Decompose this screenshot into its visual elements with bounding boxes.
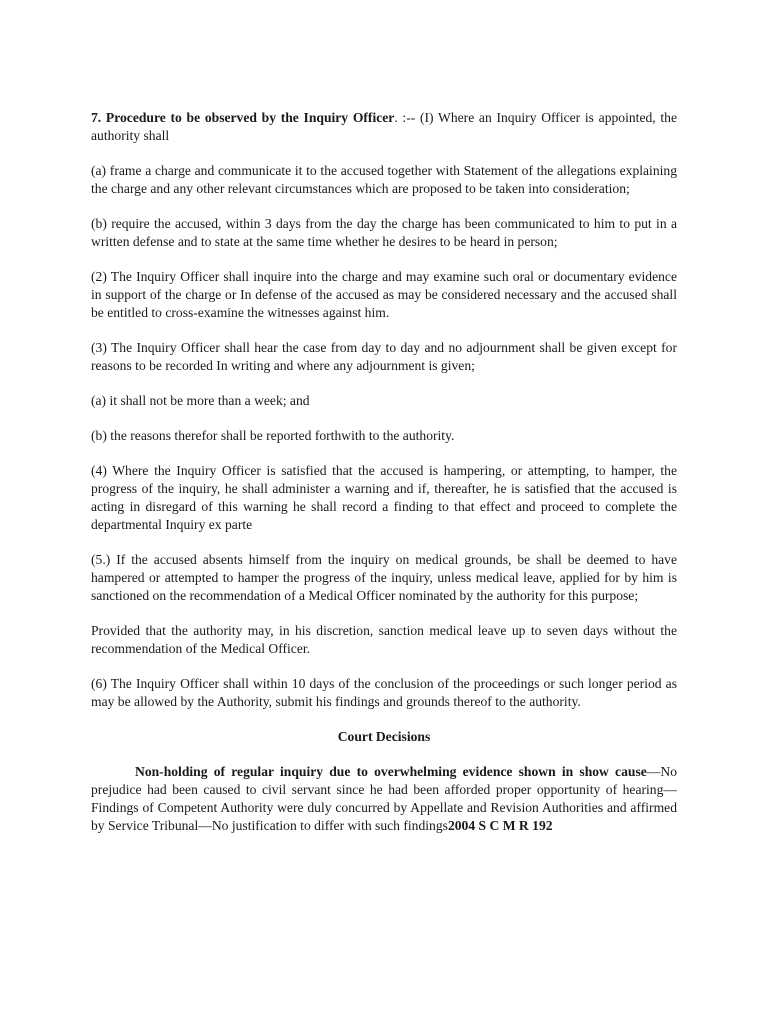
clause-6-findings: (6) The Inquiry Officer shall within 10 days of the conclusion of the proceedings or such longer period as may be allowed by the Authority, submit his findings and grounds thereof to the authority. [91,676,677,709]
decision-title: Non-holding of regular inquiry due to overwhelming evidence shown in show cause [135,764,647,779]
section-title: 7. Procedure to be observed by the Inquiry Officer [91,110,395,125]
court-decisions-heading: Court Decisions [337,729,431,744]
clause-5-medical-grounds: (5.) If the accused absents himself from the inquiry on medical grounds, be shall be deemed to have hampered or attempted to hamper the progress of the inquiry, unless medical leave, applied for by him is sanctioned on the recommendation of a Medical Officer nominated by the authority for this purpose; [91,552,677,603]
clause-3b-reasons: (b) the reasons therefor shall be reported forthwith to the authority. [91,428,455,443]
decision-citation: 2004 S C M R 192 [447,818,553,833]
clause-3a-week: (a) it shall not be more than a week; and [91,393,310,408]
clause-2-inquire: (2) The Inquiry Officer shall inquire into the charge and may examine such oral or documentary evidence in support of the charge or In defense of the accused as may be considered necessary and the accused shall be entitled to cross-examine the witnesses against him. [91,269,677,320]
clause-a-frame-charge: (a) frame a charge and communicate it to the accused together with Statement of the allegations explaining the charge and any other relevant circumstances which are proposed to be taken into consideration; [91,163,677,196]
section-intro-text: . :-- (I) Where an Inquiry Officer is appointed, the authority shall [91,110,677,143]
clause-4-hampering: (4) Where the Inquiry Officer is satisfied that the accused is hampering, or attempting, to hamper, the progress of the inquiry, he shall administer a warning and if, thereafter, he is satisfied that the accused is acting in disregard of this warning he shall record a finding to that effect and proceed to complete the departmental Inquiry ex parte [91,463,677,532]
proviso-medical-leave: Provided that the authority may, in his discretion, sanction medical leave up to seven days without the recommendation of the Medical Officer. [91,623,677,656]
court-decision-entry [91,763,677,835]
section-7-intro [91,109,677,145]
clause-b-written-defense: (b) require the accused, within 3 days from the day the charge has been communicated to him to put in a written defense and to state at the same time whether he desires to be heard in person; [91,216,677,249]
decision-body: —No prejudice had been caused to civil servant since he had been afforded proper opportunity of hearing—Findings of Competent Authority were duly concurred by Appellate and Revision Authorities and affirmed by Service Tribunal—No justification to differ with such findings [91,764,677,833]
clause-3-hear-case: (3) The Inquiry Officer shall hear the case from day to day and no adjournment shall be given except for reasons to be recorded In writing and where any adjournment is given; [91,340,677,373]
document-page [91,109,677,835]
